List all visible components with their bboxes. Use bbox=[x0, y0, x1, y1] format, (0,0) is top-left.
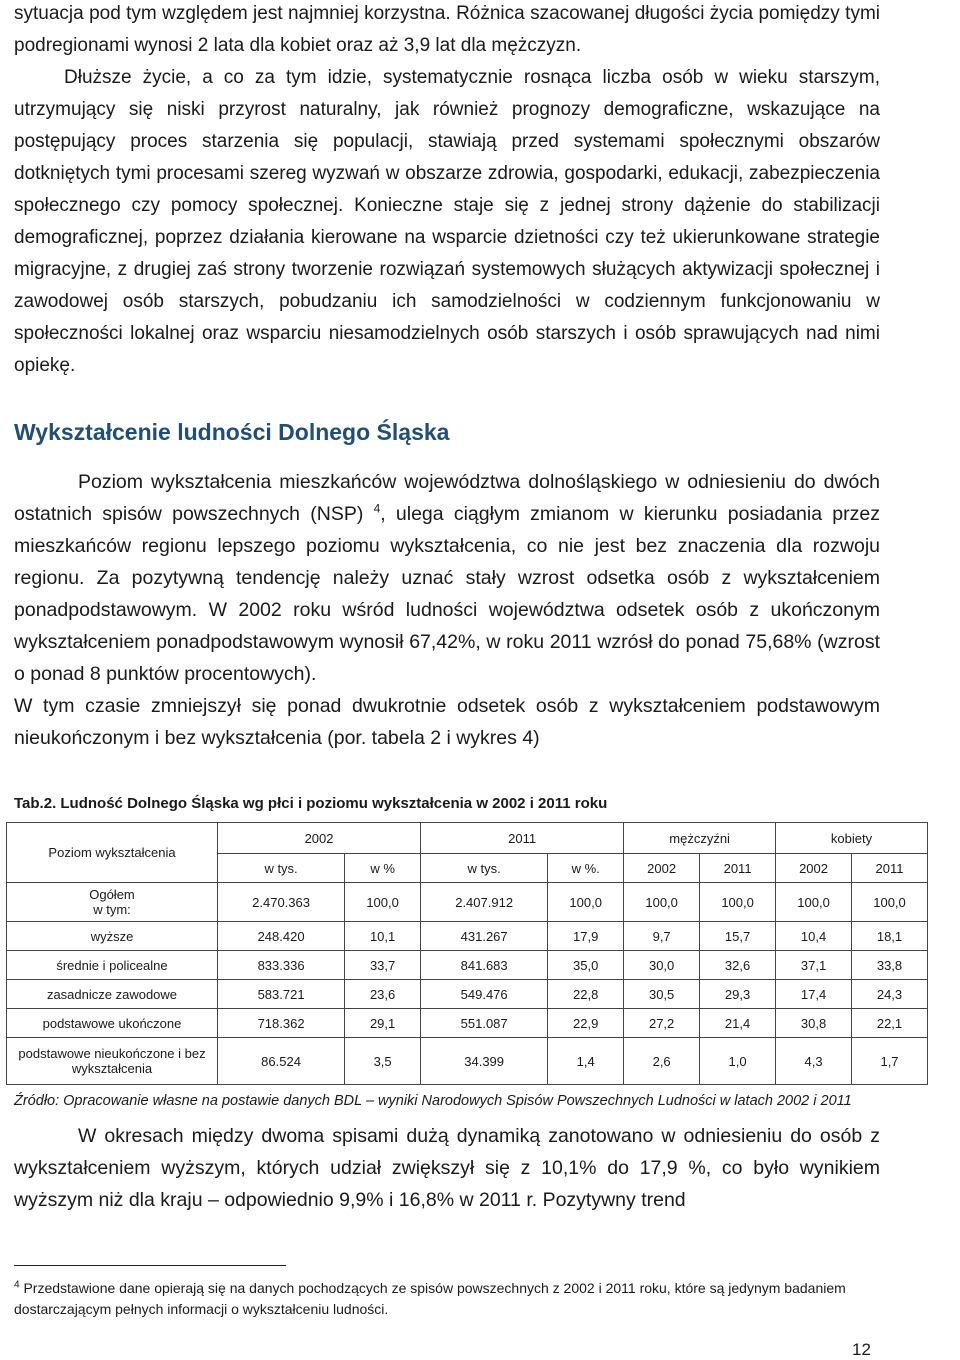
table-cell: 718.362 bbox=[218, 1009, 345, 1038]
table-cell: 2.407.912 bbox=[421, 883, 548, 922]
table-cell: 100,0 bbox=[624, 883, 700, 922]
table-cell: 551.087 bbox=[421, 1009, 548, 1038]
table-cell: 1,7 bbox=[852, 1038, 928, 1085]
table-row bbox=[7, 922, 928, 951]
table-cell: 100,0 bbox=[700, 883, 776, 922]
section-paragraph-2: W tym czasie zmniejszył się ponad dwukrotnie odsetek osób z wykształceniem podstawowym nieukończonym i bez wykształcenia (por. tabela 2 i wykres 4) bbox=[14, 695, 880, 750]
group-header-women: kobiety bbox=[776, 823, 928, 854]
section-paragraph-1-b: , ulega ciągłym zmianom w kierunku posiadania przez mieszkańców regionu lepszego poziomu wykształcenia, co nie jest bez znaczenia dla rozwoju regionu. Za pozytywną tendencję należy uznać stały wzrost odsetka osób z wykształceniem ponadpodstawowym. W 2002 roku wśród ludności województwa odsetek osób z ukończonym wykształceniem ponadpodstawowym wynosił 67,42%, w roku 2011 wzrósł do ponad 75,68% (wzrost o ponad 8 punktów procentowych). bbox=[14, 503, 880, 686]
table-cell: 100,0 bbox=[548, 883, 624, 922]
table-cell: 37,1 bbox=[776, 951, 852, 980]
page-number: 12 bbox=[852, 1340, 871, 1359]
table-cell: 17,9 bbox=[548, 922, 624, 951]
table-cell: 29,1 bbox=[345, 1009, 421, 1038]
subheader-cell: 2002 bbox=[776, 854, 852, 883]
table-cell: 2,6 bbox=[624, 1038, 700, 1085]
table-cell: 30,8 bbox=[776, 1009, 852, 1038]
table-cell: 4,3 bbox=[776, 1038, 852, 1085]
subheader-cell: w % bbox=[345, 854, 421, 883]
table-source-note: Źródło: Opracowanie własne na postawie danych BDL – wyniki Narodowych Spisów Powszechnych Ludności w latach 2002 i 2011 bbox=[14, 1093, 852, 1110]
group-header-men: mężczyźni bbox=[624, 823, 776, 854]
table-cell: 2.470.363 bbox=[218, 883, 345, 922]
table-cell: 33,8 bbox=[852, 951, 928, 980]
table-cell: 33,7 bbox=[345, 951, 421, 980]
footnote-reference[interactable]: 4 bbox=[373, 501, 381, 516]
row-label: wyższe bbox=[7, 922, 218, 951]
intro-paragraph-2 bbox=[14, 62, 880, 382]
row-label: zasadnicze zawodowe bbox=[7, 980, 218, 1009]
table-cell: 431.267 bbox=[421, 922, 548, 951]
table-cell: 34.399 bbox=[421, 1038, 548, 1085]
table-cell: 35,0 bbox=[548, 951, 624, 980]
subheader-cell: w tys. bbox=[421, 854, 548, 883]
table-caption: Tab.2. Ludność Dolnego Śląska wg płci i poziomu wykształcenia w 2002 i 2011 roku bbox=[14, 795, 608, 813]
table-cell: 86.524 bbox=[218, 1038, 345, 1085]
intro-paragraph-2-text: Dłuższe życie, a co za tym idzie, systematycznie rosnąca liczba osób w wieku starszym, utrzymujący się niski przyrost naturalny, jak również prognozy demograficzne, wskazujące na postępujący proces starzenia się populacji, stawiają przed systemami społecznymi obszarów dotkniętych tymi procesami szereg wyzwań w obszarze zdrowia, gospodarki, edukacji, zabezpieczenia społecznego czy pomocy społecznej. bbox=[14, 67, 880, 216]
group-header-2011: 2011 bbox=[421, 823, 624, 854]
section-paragraph-1-a: Poziom wykształcenia mieszkańców województwa dolnośląskiego w odniesieniu do dwóch ostatnich spisów powszechnych (NSP) bbox=[14, 471, 880, 526]
subheader-cell: 2011 bbox=[852, 854, 928, 883]
footnote bbox=[14, 1278, 874, 1320]
table-cell: 22,1 bbox=[852, 1009, 928, 1038]
table-cell: 248.420 bbox=[218, 922, 345, 951]
table-cell: 549.476 bbox=[421, 980, 548, 1009]
table-cell: 10,1 bbox=[345, 922, 421, 951]
table-row bbox=[7, 1009, 928, 1038]
table-cell: 1,4 bbox=[548, 1038, 624, 1085]
table-cell: 9,7 bbox=[624, 922, 700, 951]
table-header-row bbox=[7, 823, 928, 854]
section-heading: Wykształcenie ludności Dolnego Śląska bbox=[14, 419, 450, 445]
intro-paragraph-3-text: Konieczne staje się z jednej strony dążenie do stabilizacji demograficznej, poprzez działania kierowane na wsparcie dzietności czy też ukierunkowane strategie migracyjne, z drugiej zaś strony tworzenie rozwiązań systemowych służących aktywizacji społecznej i zawodowej osób starszych, pobudzaniu ich samodzielności w codziennym funkcjonowaniu w społeczności lokalnej oraz wsparciu niesamodzielnych osób starszych i osób sprawujących nad nimi opiekę. bbox=[14, 195, 881, 376]
footnote-separator bbox=[14, 1265, 286, 1266]
table-cell: 32,6 bbox=[700, 951, 776, 980]
table-cell: 100,0 bbox=[776, 883, 852, 922]
after-table-paragraph: W okresach między dwoma spisami dużą dynamiką zanotowano w odniesieniu do osób z wykształceniem wyższym, których udział zwiększył się z 10,1% do 17,9 %, co było wynikiem wyższym niż dla kraju – odpowiednio 9,9% i 16,8% w 2011 r. Pozytywny trend bbox=[14, 1125, 880, 1212]
group-header-2002: 2002 bbox=[218, 823, 421, 854]
table-cell: 583.721 bbox=[218, 980, 345, 1009]
table-cell: 22,9 bbox=[548, 1009, 624, 1038]
subheader-cell: 2002 bbox=[624, 854, 700, 883]
total-sublabel: w tym: bbox=[93, 902, 131, 918]
table-cell: 24,3 bbox=[852, 980, 928, 1009]
table-cell: 22,8 bbox=[548, 980, 624, 1009]
table-cell: 29,3 bbox=[700, 980, 776, 1009]
footnote-marker: 4 bbox=[14, 1279, 20, 1291]
table-cell: 100,0 bbox=[345, 883, 421, 922]
table-cell: 27,2 bbox=[624, 1009, 700, 1038]
row-label: średnie i policealne bbox=[7, 951, 218, 980]
table-cell: 841.683 bbox=[421, 951, 548, 980]
subheader-cell: w tys. bbox=[218, 854, 345, 883]
intro-paragraph-1: sytuacja pod tym względem jest najmniej korzystna. Różnica szacowanej długości życia pomiędzy tymi podregionami wynosi 2 lata dla kobiet oraz aż 3,9 lat dla mężczyzn. bbox=[14, 3, 880, 56]
table-cell: 833.336 bbox=[218, 951, 345, 980]
footnote-text: Przedstawione dane opierają się na danych pochodzących ze spisów powszechnych z 2002 i 2011 roku, które są jedynym badaniem dostarczającym pełnych informacji o wykształceniu ludności. bbox=[14, 1280, 846, 1317]
table-row-total bbox=[7, 883, 928, 922]
table-cell: 1,0 bbox=[700, 1038, 776, 1085]
table-cell: 21,4 bbox=[700, 1009, 776, 1038]
table-cell: 30,0 bbox=[624, 951, 700, 980]
table-cell: 3,5 bbox=[345, 1038, 421, 1085]
table-cell: 30,5 bbox=[624, 980, 700, 1009]
education-table bbox=[6, 822, 928, 1085]
table-row bbox=[7, 1038, 928, 1085]
row-header-cell: Poziom wykształcenia bbox=[7, 823, 218, 883]
total-label: Ogółem bbox=[89, 887, 135, 903]
row-label: podstawowe ukończone bbox=[7, 1009, 218, 1038]
table-row bbox=[7, 980, 928, 1009]
document-page bbox=[14, 0, 906, 1216]
row-label: podstawowe nieukończone i bez wykształcenia bbox=[7, 1038, 218, 1085]
table-cell: 10,4 bbox=[776, 922, 852, 951]
section-paragraph-1 bbox=[14, 466, 880, 690]
table-cell: 23,6 bbox=[345, 980, 421, 1009]
subheader-cell: w %. bbox=[548, 854, 624, 883]
subheader-cell: 2011 bbox=[700, 854, 776, 883]
table-cell: 100,0 bbox=[852, 883, 928, 922]
table-cell: 15,7 bbox=[700, 922, 776, 951]
total-label-cell bbox=[7, 883, 218, 922]
table-row bbox=[7, 951, 928, 980]
table-cell: 17,4 bbox=[776, 980, 852, 1009]
table-cell: 18,1 bbox=[852, 922, 928, 951]
